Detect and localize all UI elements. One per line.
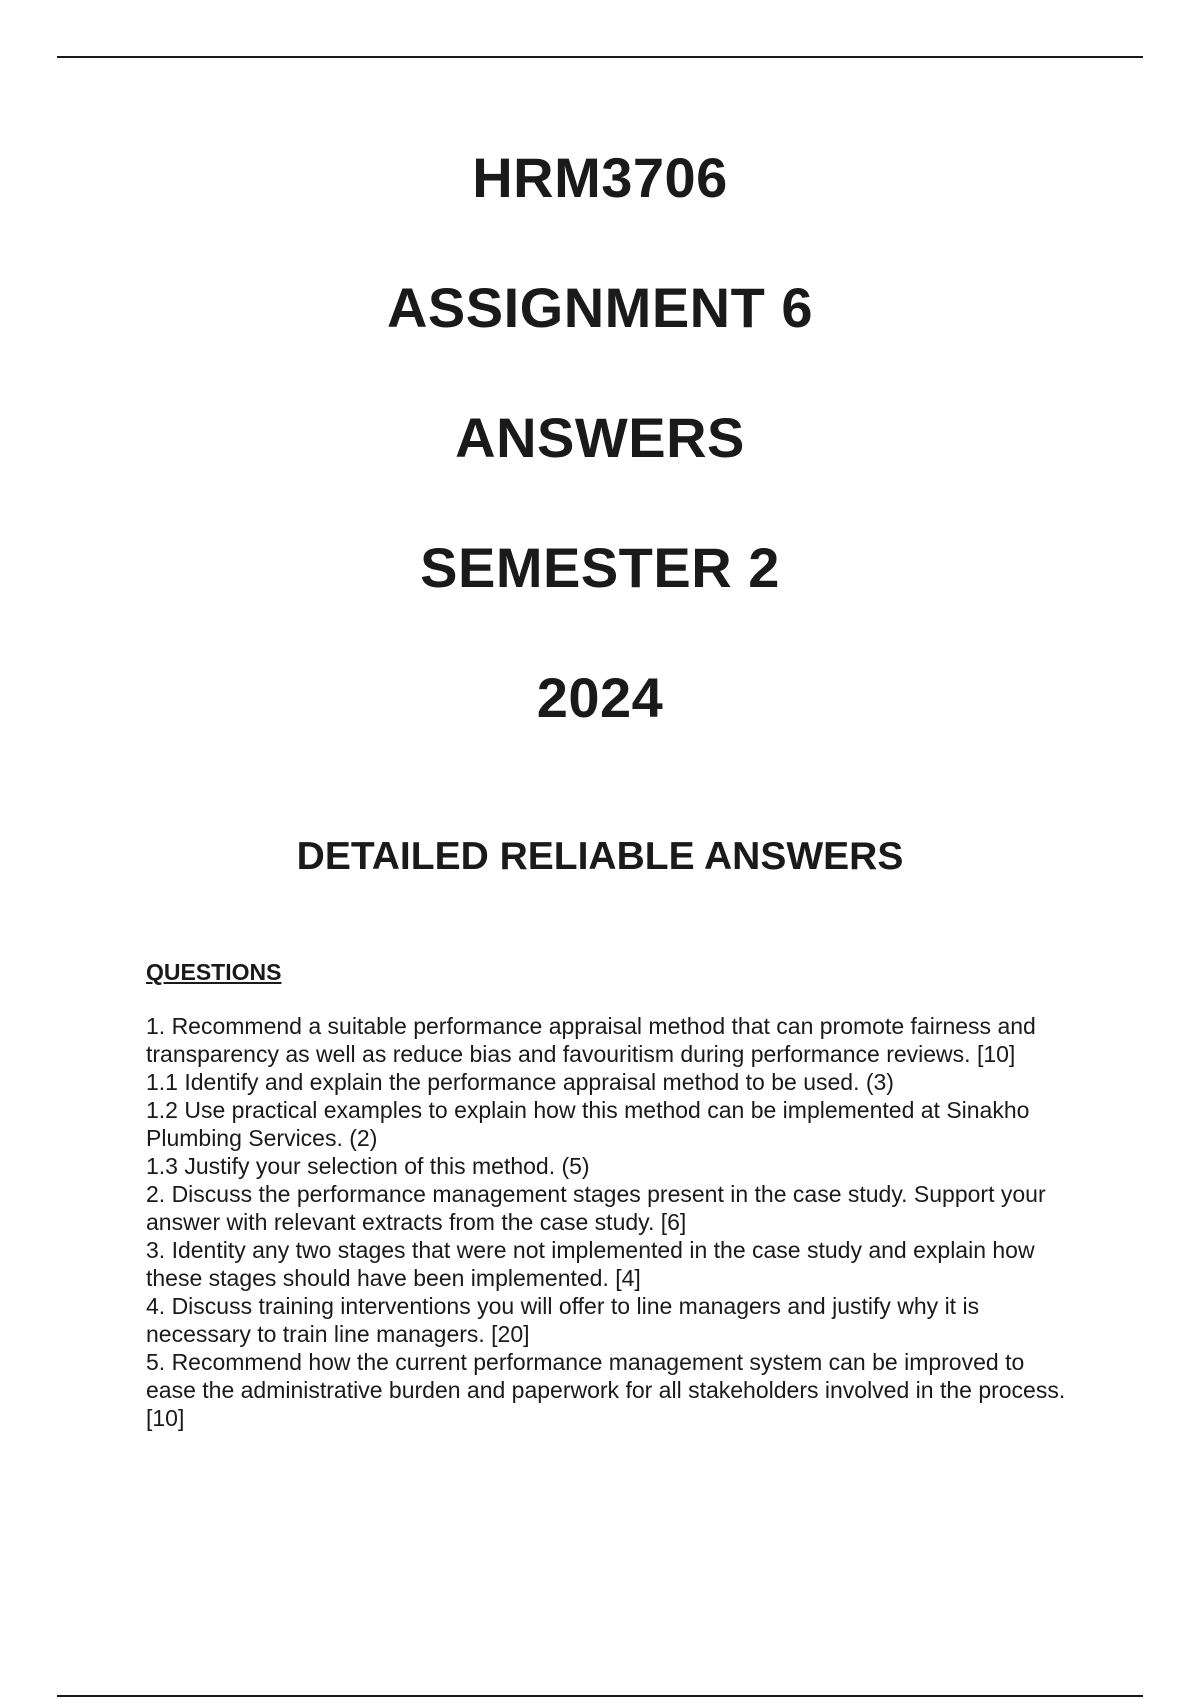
question-item: 4. Discuss training interventions you will offer to line managers and justify why it is necessary to train line managers. [20] xyxy=(146,1293,980,1347)
top-rule xyxy=(57,56,1143,58)
question-item: 1.2 Use practical examples to explain how this method can be implemented at Sinakho Plumbing Services. (2) xyxy=(146,1097,1030,1151)
title-block xyxy=(0,145,1200,795)
year-title: 2024 xyxy=(536,666,664,729)
question-item: 1.1 Identify and explain the performance appraisal method to be used. (3) xyxy=(146,1069,894,1095)
assignment-title: ASSIGNMENT 6 xyxy=(386,276,814,339)
semester-title: SEMESTER 2 xyxy=(420,536,780,599)
questions-heading: QUESTIONS xyxy=(146,959,282,985)
answers-title: ANSWERS xyxy=(455,406,745,469)
question-item: 3. Identity any two stages that were not implemented in the case study and explain how these stages should have been implemented. [4] xyxy=(146,1237,1035,1291)
subtitle: DETAILED RELIABLE ANSWERS xyxy=(296,835,904,878)
question-item: 5. Recommend how the current performance management system can be improved to ease the administrative burden and paperwork for all stakeholders involved in the process. [10] xyxy=(146,1349,1066,1431)
question-item: 2. Discuss the performance management stages present in the case study. Support your answer with relevant extracts from the case study. [6] xyxy=(146,1181,1046,1235)
question-item: 1. Recommend a suitable performance appraisal method that can promote fairness and transparency as well as reduce bias and favouritism during performance reviews. [10] xyxy=(146,1013,1036,1067)
question-item: 1.3 Justify your selection of this method. (5) xyxy=(146,1153,590,1179)
bottom-rule xyxy=(57,1695,1143,1697)
questions-section xyxy=(146,958,1066,1432)
course-code: HRM3706 xyxy=(472,146,728,209)
